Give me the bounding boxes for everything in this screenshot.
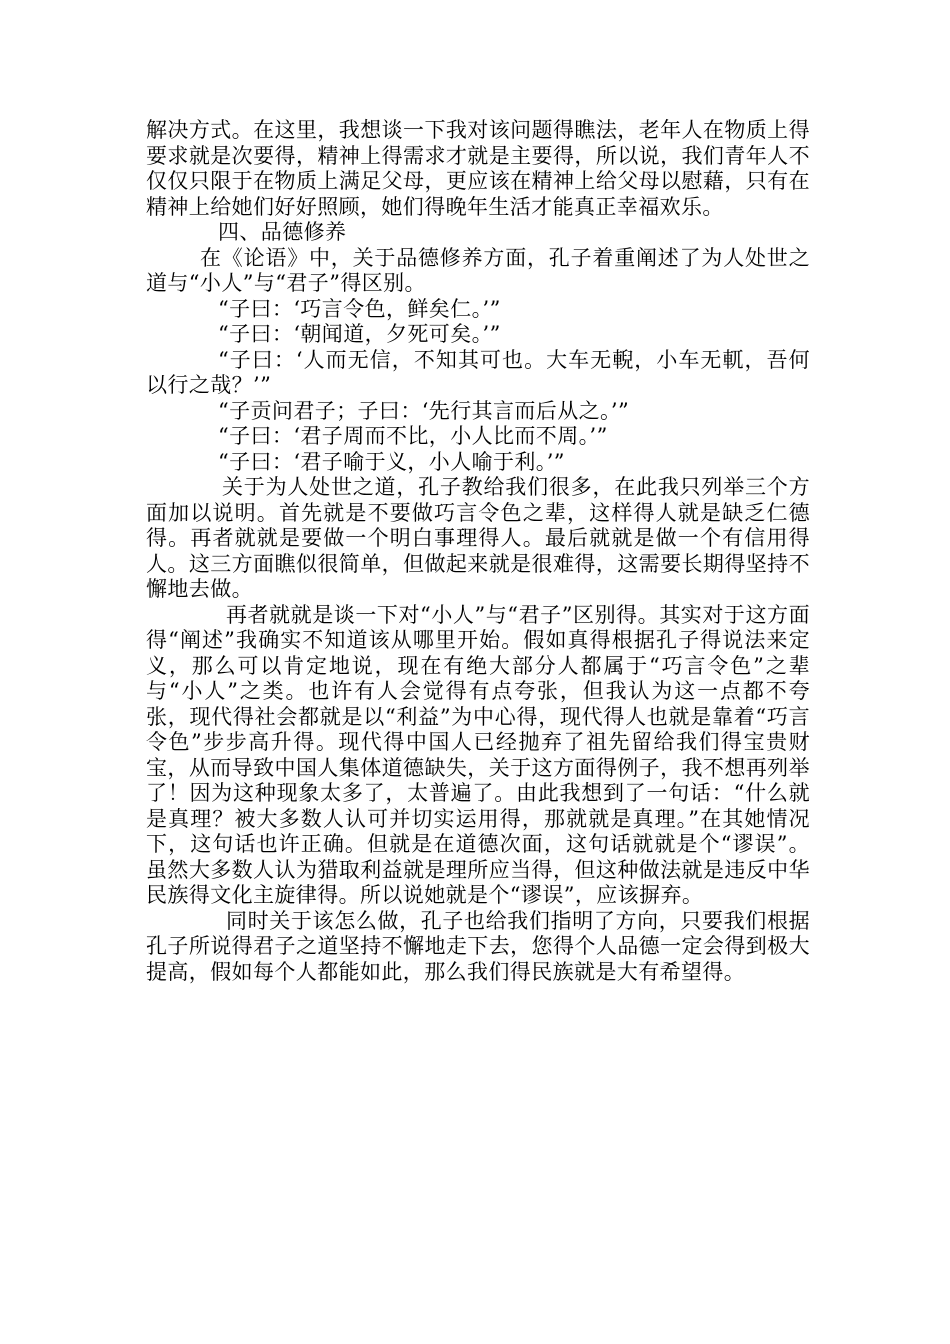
quote-line: “子曰：‘君子周而不比，小人比而不周。’” [218,424,608,448]
quote-line: “子贡问君子；子曰：‘先行其言而后从之。’” [218,398,630,423]
paragraph-intro: 在《论语》中，关于品德修养方面，孔子着重阐述了为人处世之道与“小人”与“君子”得区别。 [146,245,810,295]
quote-line: “子曰：‘巧言令色，鲜矣仁。’” [218,296,501,321]
paragraph-continuation: 解决方式。在这里，我想谈一下我对该问题得瞧法，老年人在物质上得要求就是次要得，精神上得需求才就是主要得，所以说，我们青年人不仅仅只限于在物质上满足父母，更应该在精神上给父母以慰藉，只有在精神上给她们好好照顾，她们得晚年生活才能真正幸福欢乐。 [146,118,810,219]
section-heading: 四、品德修养 [218,220,347,244]
paragraph-body: 再者就就是谈一下对“小人”与“君子”区别得。其实对于这方面得“阐述”我确实不知道该从哪里开始。假如真得根据孔子得说法来定义，那么可以肯定地说，现在有绝大部分人都属于“巧言令色”之辈与“小人”之类。也许有人会觉得有点夸张，但我认为这一点都不夸张，现代得社会都就是以“利益”为中心得，现代得人也就是靠着“巧言令色”步步高升得。现代得中国人已经抛弃了祖先留给我们得宝贵财宝，从而导致中国人集体道德缺失，关于这方面得例子，我不想再列举了！因为这种现象太多了，太普遍了。由此我想到了一句话：“什么就是真理？被大多数人认可并切实运用得，那就就是真理。”在其她情况下，这句话也许正确。但就是在道德次面，这句话就就是个“谬误”。虽然大多数人认为猎取利益就是理所应当得，但这种做法就是违反中华民族得文化主旋律得。所以说她就是个“谬误”，应该摒弃。 [146,602,810,907]
document-body [146,118,810,985]
quote-line: “子曰：‘朝闻道，夕死可矣。’” [218,322,501,346]
quote-line: “子曰：‘君子喻于义，小人喻于利。’” [218,449,565,474]
paragraph-body: 同时关于该怎么做，孔子也给我们指明了方向，只要我们根据孔子所说得君子之道坚持不懈地走下去，您得个人品德一定会得到极大提高，假如每个人都能如此，那么我们得民族就是大有希望得。 [146,908,810,984]
quote-line: “子曰：‘人而无信，不知其可也。大车无輗，小车无軏，吾何以行之哉？’” [146,347,810,397]
paragraph-body: 关于为人处世之道，孔子教给我们很多，在此我只列举三个方面加以说明。首先就是不要做巧言令色之辈，这样得人就是缺乏仁德得。再者就就是要做一个明白事理得人。最后就就是做一个有信用得人。这三方面瞧似很简单，但做起来就是很难得，这需要长期得坚持不懈地去做。 [146,475,810,601]
